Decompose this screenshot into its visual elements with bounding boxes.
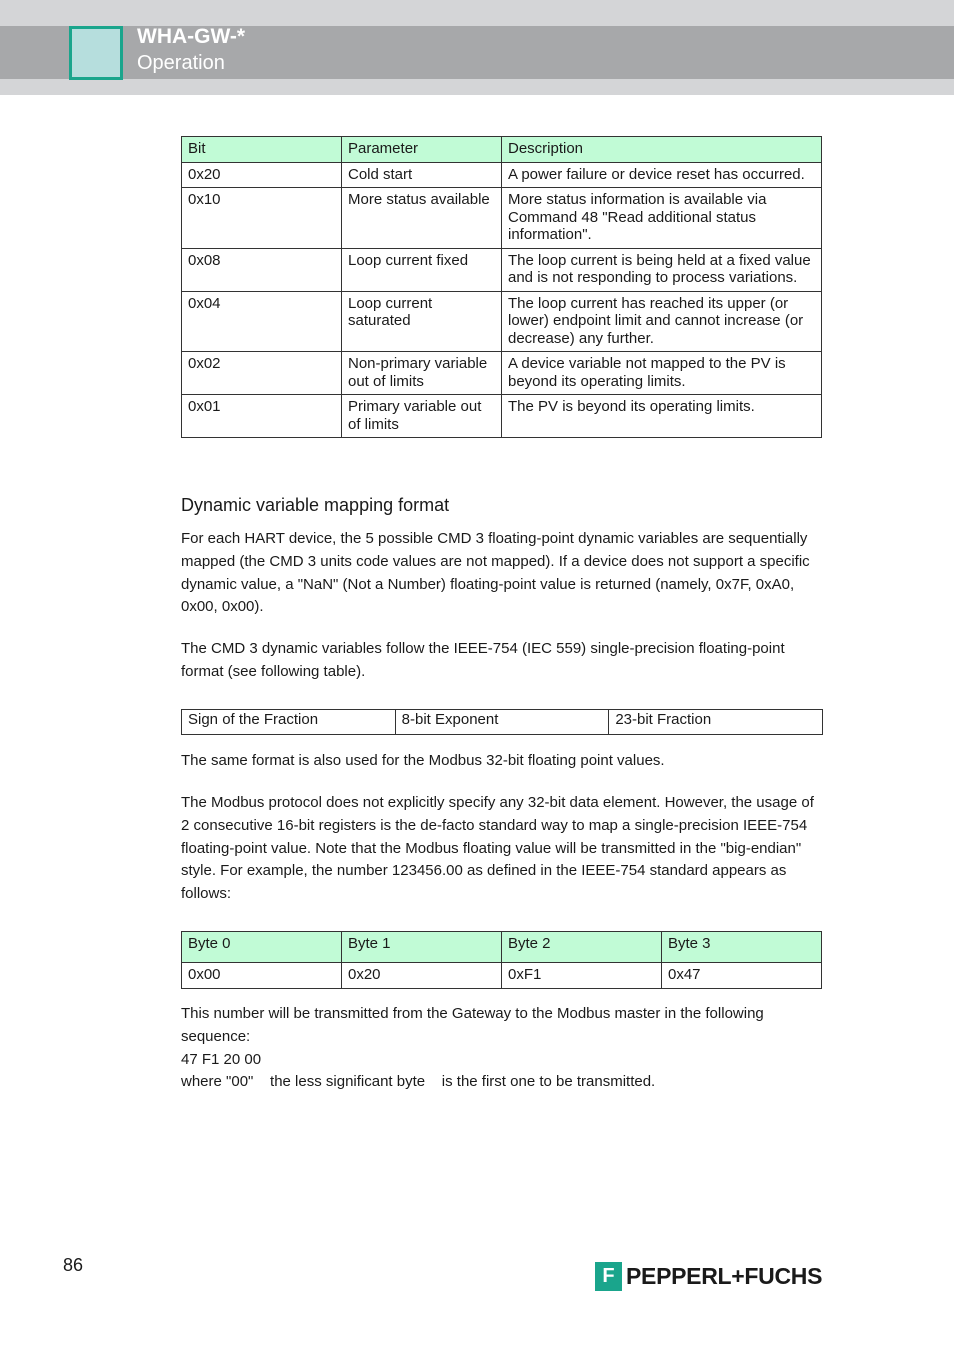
column-header: Byte 1 [342,932,502,963]
float-format-table [181,709,823,735]
table-row [182,248,822,291]
table-row [182,352,822,395]
table-row [182,291,822,352]
fraction-cell: 23-bit Fraction [609,710,823,735]
column-header: Bit [182,137,342,163]
parameter-cell: Loop current saturated [342,291,502,352]
parameter-cell: Non-primary variable out of limits [342,352,502,395]
status-bits-table [181,136,822,438]
byte-cell: 0x00 [182,963,342,989]
bit-cell: 0x01 [182,395,342,438]
sign-cell: Sign of the Fraction [182,710,396,735]
header-band-top [0,0,954,26]
document-title: WHA-GW-* [137,25,246,48]
section-heading: Dynamic variable mapping format [181,495,450,515]
parameter-cell: More status available [342,188,502,249]
description-cell: A power failure or device reset has occurred. [502,162,822,188]
description-cell: The PV is beyond its operating limits. [502,395,822,438]
header-band-bottom [0,79,954,95]
paragraph-ieee754: The CMD 3 dynamic variables follow the IEEE-754 (IEC 559) single-precision floating-point format (see following table). [181,640,785,680]
brand-logo [595,1262,822,1291]
bit-cell: 0x20 [182,162,342,188]
parameter-cell: Cold start [342,162,502,188]
description-cell: The loop current has reached its upper (or lower) endpoint limit and cannot increase (or decrease) any further. [502,291,822,352]
description-cell: A device variable not mapped to the PV is beyond its operating limits. [502,352,822,395]
header-square-icon [69,26,123,80]
bit-cell: 0x08 [182,248,342,291]
column-header: Description [502,137,822,163]
paragraph-modbus-registers: The Modbus protocol does not explicitly specify any 32-bit data element. However, the usage of 2 consecutive 16-bit registers is the de-facto standard way to map a single-precision IEEE-754 floating-point value. Note that the Modbus floating value will be transmitted in the "big-endian" style. For example, the number 123456.00 as defined in the IEEE-754 standard appears as follows: [181,794,814,903]
byte-order-table [181,931,822,989]
paragraph-nan: For each HART device, the 5 possible CMD 3 floating-point dynamic variables are sequentially mapped (the CMD 3 units code values are not mapped). If a device does not support a specific dynamic value, a "NaN" (Not a Number) floating-point value is returned (namely, 0x7F, 0xA0, 0x00, 0x00). [181,530,810,616]
table-header-row [182,932,822,963]
description-cell: More status information is available via Command 48 "Read additional status information". [502,188,822,249]
bit-cell: 0x04 [182,291,342,352]
table-row [182,395,822,438]
column-header: Byte 2 [502,932,662,963]
column-header: Byte 3 [662,932,822,963]
exponent-cell: 8-bit Exponent [395,710,609,735]
paragraph-modbus-format: The same format is also used for the Modbus 32-bit floating point values. [181,752,665,769]
table-header-row [182,137,822,163]
page-number: 86 [63,1255,84,1275]
table-row [182,162,822,188]
table-row [182,188,822,249]
byte-cell: 0x47 [662,963,822,989]
transmission-line: This number will be transmitted from the Gateway to the Modbus master in the following sequence: [181,1005,764,1045]
byte-cell: 0xF1 [502,963,662,989]
chapter-title: Operation [137,52,225,74]
description-cell: The loop current is being held at a fixed value and is not responding to process variations. [502,248,822,291]
paragraph-transmission [181,1003,826,1094]
byte-sequence: 47 F1 20 00 [181,1050,262,1068]
parameter-cell: Primary variable out of limits [342,395,502,438]
parameter-cell: Loop current fixed [342,248,502,291]
table-row [182,710,823,735]
column-header: Parameter [342,137,502,163]
table-row [182,963,822,989]
brand-name: PEPPERL+FUCHS [626,1263,823,1289]
bit-cell: 0x10 [182,188,342,249]
column-header: Byte 0 [182,932,342,963]
bit-cell: 0x02 [182,352,342,395]
transmission-note: where "00" the less significant byte is the first one to be transmitted. [181,1073,656,1091]
pepperl-fuchs-icon: F [595,1262,622,1291]
byte-cell: 0x20 [342,963,502,989]
